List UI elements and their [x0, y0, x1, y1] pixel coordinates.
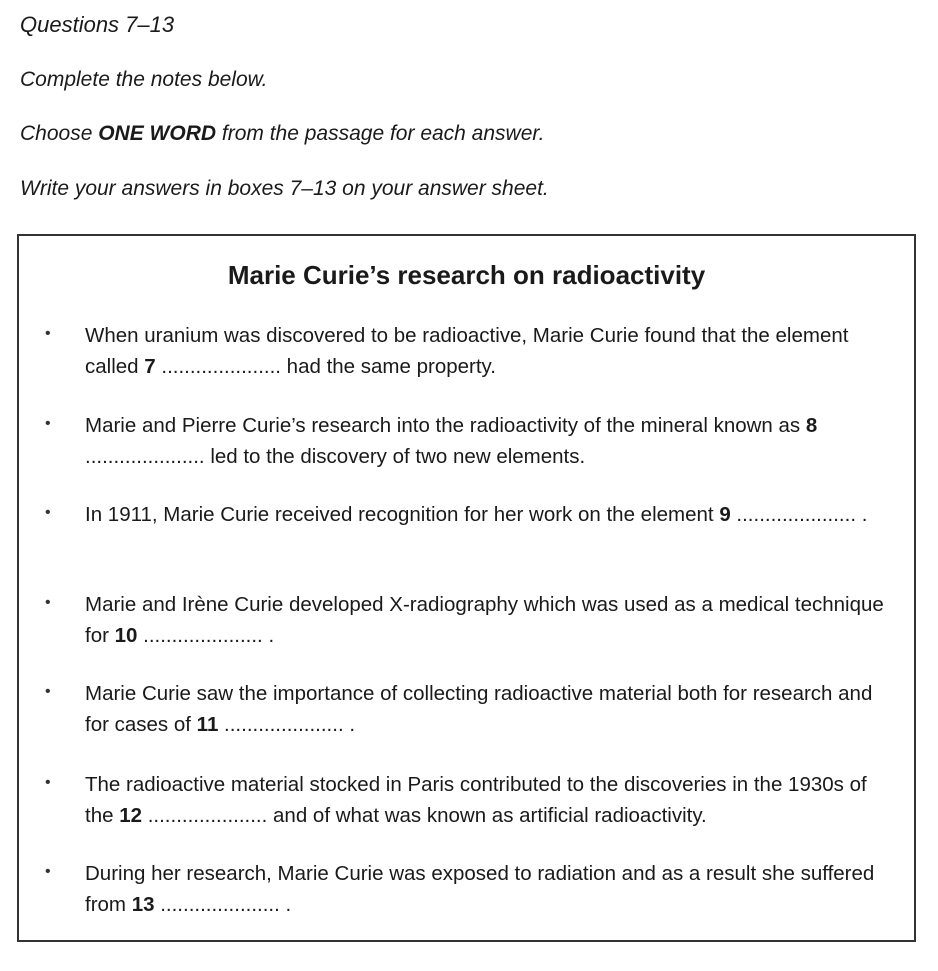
answer-gap-10[interactable]: .....................: [137, 624, 269, 647]
bullet-dot-icon: •: [45, 325, 51, 342]
note-text-post: .: [285, 893, 292, 916]
instruction-choose-pre: Choose: [20, 122, 99, 145]
note-bullet-11: [45, 678, 895, 748]
note-text-pre: When uranium was discovered to be radioactive, Marie Curie found that the element called: [85, 324, 849, 378]
note-bullet-10: [45, 589, 895, 659]
instruction-choose-word: [20, 122, 544, 146]
instruction-one-word: ONE WORD: [98, 122, 217, 145]
note-bullet-8: [45, 410, 895, 480]
bullet-dot-icon: •: [45, 863, 51, 880]
notes-box: [17, 234, 916, 942]
answer-gap-12[interactable]: .....................: [142, 804, 274, 827]
note-text: [85, 858, 895, 920]
questions-heading: Questions 7–13: [20, 12, 175, 37]
instruction-complete-notes: Complete the notes below.: [20, 68, 268, 91]
note-text-post: .: [349, 713, 356, 736]
answer-gap-11[interactable]: .....................: [218, 713, 350, 736]
note-text: [85, 589, 895, 651]
bullet-dot-icon: •: [45, 504, 51, 521]
note-text: [85, 410, 895, 472]
note-bullet-9: [45, 499, 895, 569]
note-text-pre: Marie and Irène Curie developed X-radiography which was used as a medical technique for: [85, 593, 884, 647]
question-number-8: 8: [805, 414, 818, 437]
note-text-pre: During her research, Marie Curie was exposed to radiation and as a result she suffered from: [85, 862, 875, 916]
instruction-answer-sheet: Write your answers in boxes 7–13 on your answer sheet.: [20, 177, 549, 200]
note-text: [85, 499, 895, 530]
note-text: [85, 320, 895, 382]
bullet-dot-icon: •: [45, 594, 51, 611]
instruction-choose-post: from the passage for each answer.: [216, 122, 545, 145]
question-number-7: 7: [144, 355, 156, 378]
note-text-post: led to the discovery of two new elements.: [210, 445, 586, 468]
note-text: [85, 769, 895, 831]
bullet-dot-icon: •: [45, 683, 51, 700]
note-text-pre: In 1911, Marie Curie received recognition for her work on the element: [85, 503, 720, 526]
notes-title: Marie Curie’s research on radioactivity: [227, 260, 706, 290]
note-text-pre: The radioactive material stocked in Paris contributed to the discoveries in the 1930s of the: [85, 773, 867, 827]
question-number-10: 10: [114, 624, 138, 647]
question-number-11: 11: [196, 713, 219, 736]
note-text-post: .: [268, 624, 275, 647]
answer-gap-8[interactable]: .....................: [85, 445, 211, 468]
note-text-pre: Marie Curie saw the importance of collecting radioactive material both for research and for cases of: [85, 682, 873, 736]
note-text-post: .: [861, 503, 868, 526]
note-text-pre: Marie and Pierre Curie’s research into the radioactivity of the mineral known as: [85, 414, 806, 437]
note-text-post: and of what was known as artificial radioactivity.: [273, 804, 707, 827]
bullet-dot-icon: •: [45, 774, 51, 791]
note-bullet-13: [45, 858, 895, 928]
answer-gap-7[interactable]: .....................: [155, 355, 287, 378]
question-number-9: 9: [719, 503, 731, 526]
note-bullet-7: [45, 320, 895, 390]
note-bullet-12: [45, 769, 895, 839]
note-text: [85, 678, 895, 740]
question-number-13: 13: [131, 893, 155, 916]
answer-gap-13[interactable]: .....................: [154, 893, 286, 916]
answer-gap-9[interactable]: .....................: [730, 503, 862, 526]
bullet-dot-icon: •: [45, 415, 51, 432]
note-text-post: had the same property.: [286, 355, 496, 378]
question-number-12: 12: [119, 804, 143, 827]
